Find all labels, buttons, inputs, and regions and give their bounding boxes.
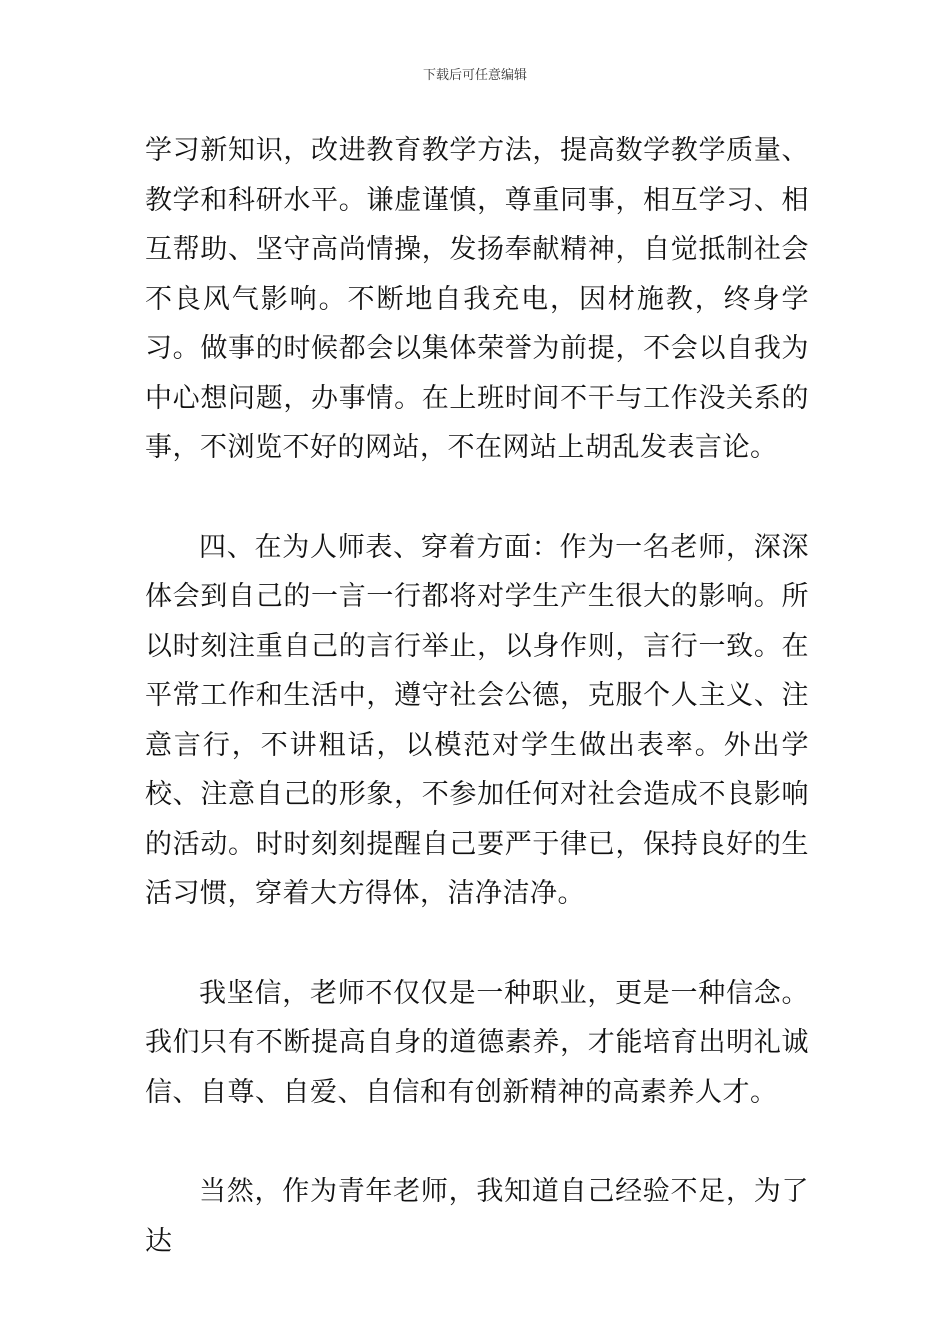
page-header: 下载后可任意编辑	[422, 68, 527, 83]
paragraph-gap	[145, 919, 809, 969]
paragraph-gap	[145, 473, 809, 523]
paragraph-2: 四、在为人师表、穿着方面：作为一名老师，深深体会到自己的一言一行都将对学生产生很大的影响。所以时刻注重自己的言行举止，以身作则，言行一致。在平常工作和生活中，遵守社会公德，克服个人主义、注意言行，不讲粗话，以模范对学生做出表率。外出学校、注意自己的形象，不参加任何对社会造成不良影响的活动。时时刻刻提醒自己要严于律已，保持良好的生活习惯，穿着大方得体，洁净洁净。	[145, 531, 809, 909]
paragraph-4: 当然，作为青年老师，我知道自己经验不足，为了达	[145, 1176, 809, 1257]
paragraph-3: 我坚信，老师不仅仅是一种职业，更是一种信念。我们只有不断提高自身的道德素养，才能培育出明礼诚信、自尊、自爱、自信和有创新精神的高素养人才。	[145, 977, 809, 1108]
paragraph-1: 学习新知识，改进教育教学方法，提高数学教学质量、教学和科研水平。谦虚谨慎，尊重同事，相互学习、相互帮助、坚守高尚情操，发扬奉献精神，自觉抵制社会不良风气影响。不断地自我充电，因材施教，终身学习。做事的时候都会以集体荣誉为前提，不会以自我为中心想问题，办事情。在上班时间不干与工作没关系的事，不浏览不好的网站，不在网站上胡乱发表言论。	[145, 135, 809, 463]
paragraph-gap	[145, 1117, 809, 1167]
document-body	[145, 126, 809, 1266]
